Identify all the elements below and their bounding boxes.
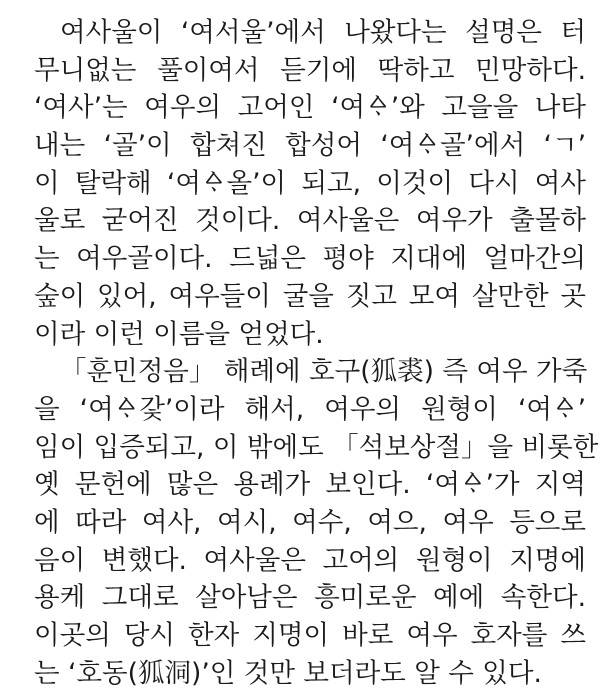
paragraph-2-line-7: 용케 그대로 살아남은 흥미로운 예에 속한다. [34,582,586,614]
paragraph-1-line-9: 이라 이런 이름을 얻었다. [34,318,324,350]
paragraph-2-line-4: 옛 문헌에 많은 용례가 보인다. ‘여ᅀᆞ’가 지역 [34,469,586,501]
paragraph-2 [34,353,599,692]
paragraph-2-line-3: 임이 입증되고, 이 밖에도 「석보상절」을 비롯한 [34,431,599,463]
paragraph-2-line-9: 는 ‘호동(狐洞)’인 것만 보더라도 알 수 있다. [34,657,542,689]
paragraph-1-line-1: 여사울이 ‘여서울’에서 나왔다는 설명은 터 [60,17,586,48]
paragraph-2-line-2: 을 ‘여ᅀᆞ갗’이라 해서, 여우의 원형이 ‘여ᅀᆞ’ [34,393,586,425]
paragraph-1-line-8: 숲이 있어, 여우들이 굴을 짓고 모여 살만한 곳 [34,280,586,312]
article-body [34,14,599,692]
paragraph-2-line-5: 에 따라 여사, 여시, 여수, 여으, 여우 등으로 [34,506,586,538]
paragraph-2-line-8: 이곳의 당시 한자 지명이 바로 여우 호자를 쓰 [34,620,586,651]
paragraph-1-line-7: 는 여우골이다. 드넓은 평야 지대에 얼마간의 [34,243,586,275]
paragraph-1-line-4: 내는 ‘골’이 합쳐진 합성어 ‘여ᅀᆞ골’에서 ‘ㄱ’ [34,130,586,162]
paragraph-1-line-3: ‘여사’는 여우의 고어인 ‘여ᅀᆞ’와 고을을 나타 [34,92,586,124]
paragraph-1-line-5: 이 탈락해 ‘여ᅀᆞ올’이 되고, 이것이 다시 여사 [34,167,586,199]
paragraph-2-line-1: 「훈민정음」 해례에 호구(狐裘) 즉 여우 가죽 [60,356,588,388]
paragraph-1-line-2: 무니없는 풀이여서 듣기에 딱하고 민망하다. [34,54,586,86]
paragraph-2-line-6: 음이 변했다. 여사울은 고어의 원형이 지명에 [34,544,586,576]
paragraph-1 [34,14,586,353]
paragraph-1-line-6: 울로 굳어진 것이다. 여사울은 여우가 출몰하 [34,205,586,237]
